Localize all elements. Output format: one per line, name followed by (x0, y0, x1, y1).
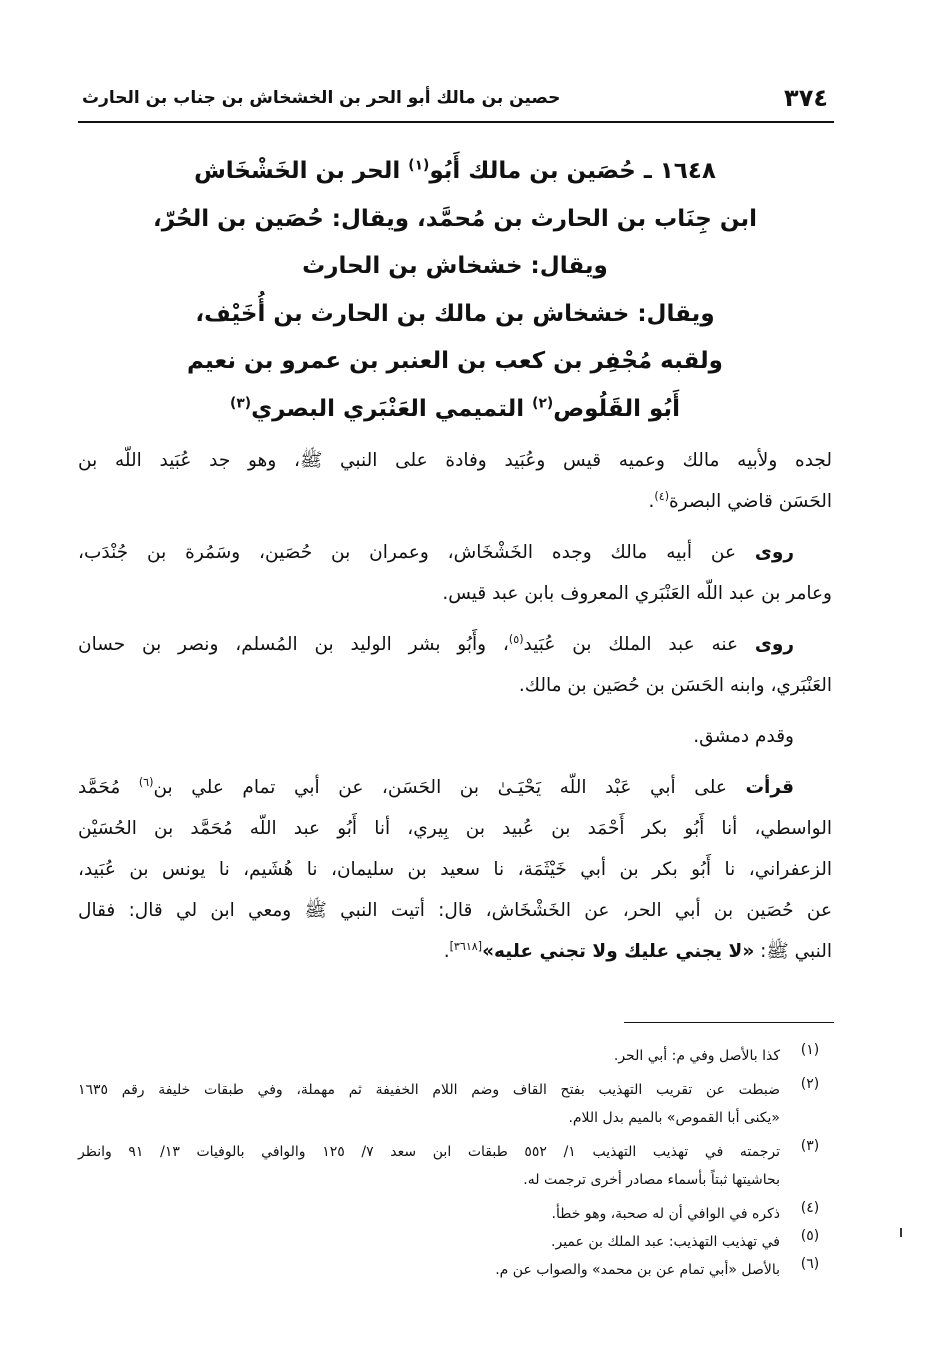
heading-text: الحر بن الخَشْخَاش (194, 158, 409, 184)
heading-line-6 (78, 386, 832, 434)
footnote-marker: (٣) (230, 394, 252, 411)
footnote-number: (١) (800, 1042, 820, 1058)
footnote-item (78, 1200, 832, 1228)
hadith-quote: «لا يجني عليك ولا تجني عليه» (482, 941, 755, 962)
page-header (78, 82, 832, 118)
footnote-line: بحاشيتها ثبتاً بأسماء مصادر أخرى ترجمت له. (523, 1172, 780, 1188)
heading-line-1 (78, 148, 832, 196)
footnote-line: كذا بالأصل وفي م: أبي الحر. (613, 1048, 780, 1064)
text-line (78, 767, 832, 808)
text-line: عن حُصَين بن أبي الحر، عن الخَشْخَاش، قال: أتيت النبي ﷺ ومعي ابن لي قال: فقال (78, 900, 832, 921)
paragraph-narrated-by (78, 624, 832, 706)
page-number: ٣٧٤ (784, 84, 828, 112)
footnote-number: (٥) (800, 1228, 820, 1244)
heading-text: ١٦٤٨ ـ حُصَين بن مالك أَبُو (429, 158, 716, 184)
heading-line-3: ويقال: خشخاش بن الحارث (302, 253, 608, 279)
footnotes (78, 1042, 832, 1284)
paragraph-isnad (78, 767, 832, 972)
text-run: الحَسَن قاضي البصرة (669, 491, 832, 512)
hadith-reference-number: [٣٦١٨] (449, 939, 483, 953)
text-run: مُحَمَّد (78, 777, 139, 798)
footnote-separator (624, 1022, 834, 1023)
heading-text: أَبُو القَلُوص (553, 395, 680, 422)
footnote-number: (٣) (800, 1138, 820, 1154)
text-line: العَنْبَري، وابنه الحَسَن بن حُصَين بن مالك. (518, 675, 832, 696)
text-line: وعامر بن عبد اللّه العَنْبَري المعروف بابن عبد قيس. (442, 583, 832, 604)
paragraph-narrated-from (78, 532, 832, 614)
text-line: الواسطي، أنا أَبُو بكر أَحْمَد بن عُبيد بن بِيري، أنا أَبُو عبد اللّه مُحَمَّد بن الحُسَيْن (78, 818, 832, 839)
footnote-number: (٤) (800, 1200, 820, 1216)
footnote-marker: (٥) (508, 632, 524, 646)
footnote-line: ذكره في الوافي أن له صحبة، وهو خطأ. (551, 1206, 780, 1222)
footnote-marker: (٢) (532, 394, 554, 411)
margin-mark (900, 1228, 902, 1237)
text-line: لجده ولأبيه مالك وعميه قيس وعُبَيد وفادة على النبي ﷺ، وهو جد عُبَيد اللّه بن (78, 450, 832, 471)
running-title: حصين بن مالك أبو الحر بن الخشخاش بن جناب بن الحارث (82, 88, 561, 108)
footnote-number: (٦) (800, 1256, 820, 1272)
text-run: عن أبيه مالك وجده الخَشْخَاش، وعمران بن حُصَين، وسَمُرة بن جُنْدَب، (78, 542, 755, 563)
footnote-marker: (٤) (654, 489, 670, 503)
footnote-line: بالأصل «أبي تمام عن بن محمد» والصواب عن م. (495, 1262, 780, 1278)
text-run: . (648, 491, 655, 512)
heading-line-5: ولقبه مُجْفِر بن كعب بن العنبر بن عمرو بن نعيم (187, 348, 723, 374)
text-run: على أبي عَبْد اللّه يَحْيَـىٰ بن الحَسَن، عن أبي تمام علي بن (153, 777, 746, 798)
text-run: النبي ﷺ: (754, 941, 832, 962)
paragraph-visited-damascus (78, 716, 832, 757)
footnote-line: ترجمته في تهذيب التهذيب ١/ ٥٥٢ طبقات ابن سعد ٧/ ١٢٥ والوافي بالوفيات ١٣/ ٩١ وانظر (78, 1144, 780, 1160)
text-run: عنه عبد الملك بن عُبَيد (523, 634, 755, 655)
text-line (78, 532, 832, 573)
header-rule (78, 121, 834, 123)
lead-word: قرأت (745, 777, 794, 798)
text-line (78, 624, 832, 665)
lead-word: روى (754, 542, 794, 563)
footnote-item (78, 1138, 832, 1194)
footnote-number: (٢) (800, 1076, 820, 1092)
footnote-item (78, 1256, 832, 1284)
text-run: . (443, 941, 450, 962)
text-line: وقدم دمشق. (693, 726, 794, 747)
text-run: ، وأَبُو بشر الوليد بن المُسلم، ونصر بن حسان (78, 634, 509, 655)
heading-line-2: ابن جِنَاب بن الحارث بن مُحمَّد، ويقال: حُصَين بن الحُرّ، (152, 205, 758, 232)
footnote-line: في تهذيب التهذيب: عبد الملك بن عمير. (551, 1234, 780, 1250)
text-line (78, 931, 832, 972)
footnote-item (78, 1228, 832, 1256)
footnote-item (78, 1076, 832, 1132)
text-line: الزعفراني، نا أَبُو بكر بن أبي خَيْثَمَة، نا سعيد بن سليمان، نا هُشَيم، نا يونس بن عُبَيد، (78, 859, 832, 880)
entry-heading (78, 148, 832, 433)
heading-text: التميمي العَنْبَري البصري (251, 395, 533, 422)
footnote-line: ضبطت عن تقريب التهذيب بفتح القاف وضم اللام الخفيفة ثم مهملة، وفي طبقات خليفة رقم ١٦٣٥ (78, 1082, 780, 1098)
body-text (78, 440, 832, 972)
footnote-line: «يكنى أبا القموص» بالميم بدل اللام. (568, 1110, 780, 1126)
lead-word: روى (754, 634, 794, 655)
footnote-marker: (١) (408, 157, 430, 174)
footnote-marker: (٦) (138, 775, 154, 789)
text-line (78, 481, 832, 522)
paragraph-biography (78, 440, 832, 522)
footnote-item (78, 1042, 832, 1070)
heading-line-4: ويقال: خشخاش بن مالك بن الحارث بن أُخَيْف، (195, 300, 715, 327)
